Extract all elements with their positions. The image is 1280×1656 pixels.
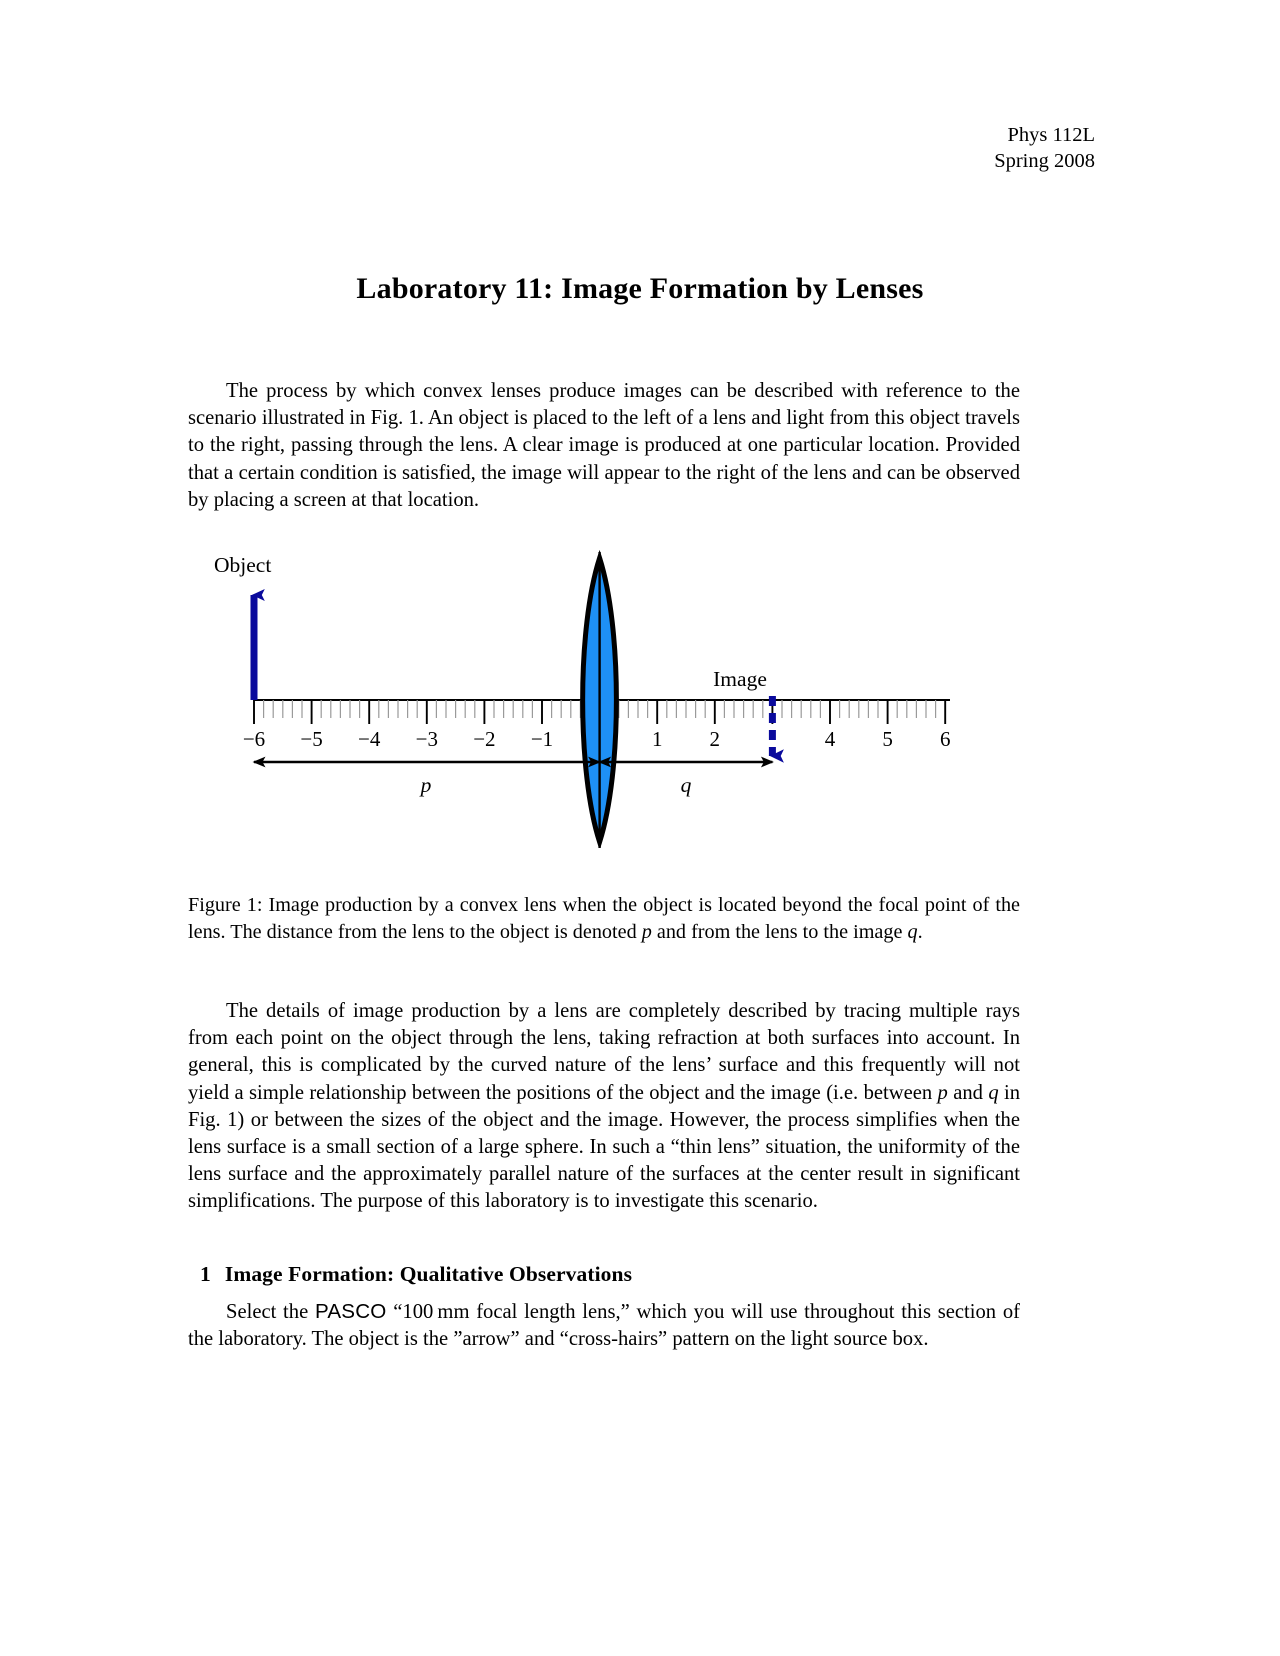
q-label: q [680, 773, 692, 797]
details-var-p: p [937, 1081, 948, 1104]
caption-text-c: . [917, 921, 923, 943]
tick-label: 4 [824, 727, 836, 751]
section-1-number: 1 [200, 1262, 211, 1286]
figure-caption-block [188, 892, 1020, 946]
section-1-paragraph [188, 1298, 1020, 1353]
pasco-brand-name: PASCO [314, 1300, 387, 1323]
page-header [994, 122, 1095, 174]
section-1-text-b: “100 mm focal length lens,” which you will use throughout this section of the laboratory. The object is the ”arrow” and “cross-hairs” pattern on the light source box. [188, 1301, 1020, 1351]
details-paragraph-block [188, 998, 1020, 1216]
details-paragraph [188, 998, 1020, 1216]
tick-label: 6 [939, 727, 951, 751]
details-text-b: and [947, 1081, 989, 1104]
section-1-title: Image Formation: Qualitative Observations [224, 1262, 633, 1286]
section-1-heading-block [200, 1262, 1020, 1287]
tick-label: −3 [415, 727, 438, 751]
figure-1 [188, 548, 1020, 848]
details-var-q: q [988, 1081, 999, 1104]
tick-label: 2 [709, 727, 721, 751]
details-text-c: in Fig. 1) or between the sizes of the object and the image. However, the process simplifies when the lens surface is a small section of a large sphere. In such a “thin lens” situation, the uniformity of the lens surface and the approximately parallel nature of the surfaces at the center result in significant simplifications. The purpose of this laboratory is to investigate this scenario. [188, 1081, 1020, 1213]
course-code: Phys 112L [1007, 124, 1095, 146]
p-label: p [420, 773, 432, 797]
caption-var-p: p [641, 921, 652, 943]
figure-caption [188, 892, 1020, 946]
intro-paragraph: The process by which convex lenses produce images can be described with reference to the scenario illustrated in Fig. 1. An object is placed to the left of a lens and light from this object travels to the right, passing through the lens. A clear image is produced at one particular location. Provided that a certain condition is satisfied, the image will appear to the right of the lens and can be observed by placing a screen at that location. [188, 380, 1020, 511]
section-1-heading [200, 1262, 1020, 1287]
tick-label: −5 [300, 727, 323, 751]
caption-text-a: Figure 1: Image production by a convex lens when the object is located beyond the focal point of the lens. The distance from the lens to the object is denoted [188, 894, 1020, 943]
term-label: Spring 2008 [994, 150, 1095, 172]
tick-label: −4 [358, 727, 381, 751]
caption-text-b: and from the lens to the image [651, 921, 908, 943]
details-text-a: The details of image production by a lens are completely described by tracing multiple rays from each point on the object through the lens, taking refraction at both surfaces into account. In general, this is complicated by the curved nature of the lens’ surface and this frequently will not yield a simple relationship between the positions of the object and the image (i.e. between [188, 1000, 1020, 1104]
tick-label: −1 [530, 727, 554, 751]
tick-label: 5 [882, 727, 893, 751]
section-1-text-a: Select the [226, 1301, 315, 1323]
caption-var-q: q [907, 921, 918, 943]
object-label: Object [214, 553, 272, 577]
image-label: Image [713, 667, 767, 691]
page-title: Laboratory 11: Image Formation by Lenses [356, 272, 924, 305]
tick-label: 1 [651, 727, 663, 751]
intro-paragraph-block [188, 378, 1020, 514]
lens-diagram [188, 548, 1020, 848]
tick-label: −6 [242, 727, 266, 751]
section-1-body-block [188, 1298, 1020, 1353]
tick-label: −2 [473, 727, 496, 751]
